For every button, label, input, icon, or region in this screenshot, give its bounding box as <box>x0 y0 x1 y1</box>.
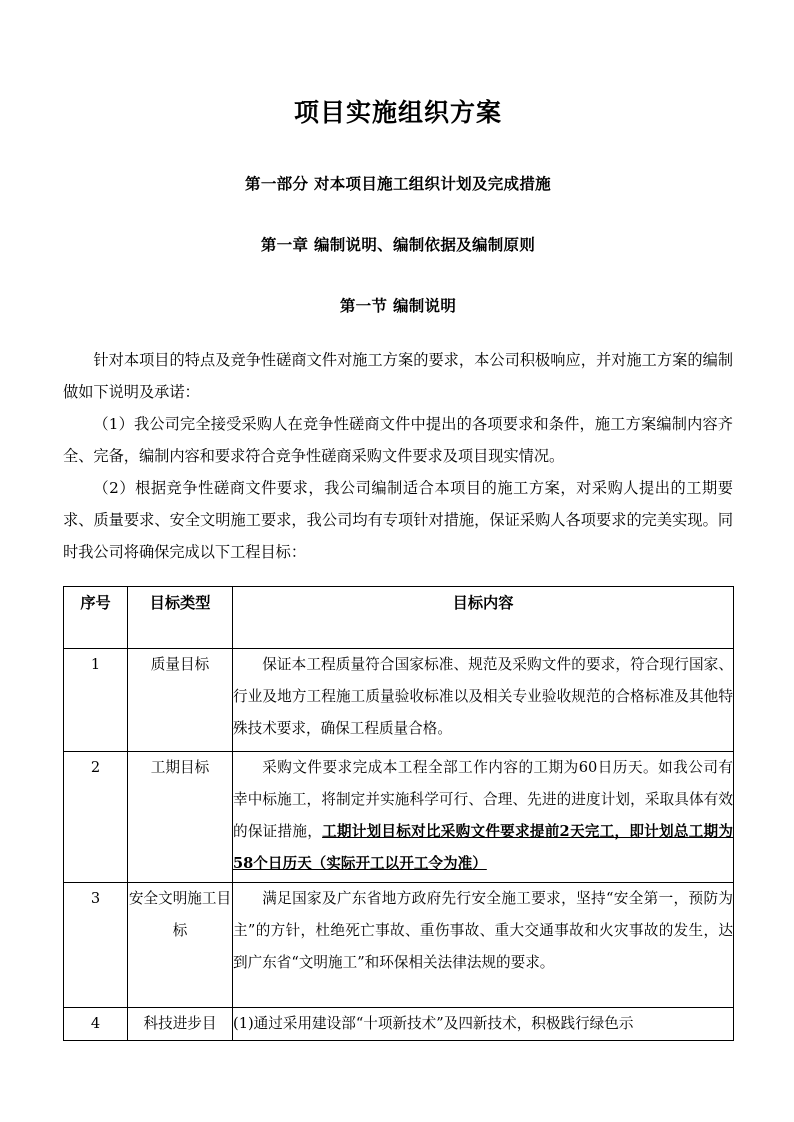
body-paragraph-3: （2）根据竞争性磋商文件要求，我公司编制适合本项目的施工方案，对采购人提出的工期要求、质量要求、安全文明施工要求，我公司均有专项针对措施，保证采购人各项要求的完美实现。同时我公司将确保完成以下工程目标： <box>63 478 733 561</box>
cell-type: 安全文明施工目标 <box>128 882 233 1007</box>
table-header-row <box>64 586 734 648</box>
column-header-content: 目标内容 <box>233 586 734 648</box>
section-heading: 第一节 编制说明 <box>339 295 457 315</box>
body-paragraph-1: 针对本项目的特点及竞争性磋商文件对施工方案的要求，本公司积极响应，并对施工方案的编制做如下说明及承诺： <box>63 350 733 401</box>
column-header-type: 目标类型 <box>128 586 233 648</box>
table-row <box>64 751 734 882</box>
cell-content <box>233 751 734 882</box>
cell-content <box>233 1007 734 1040</box>
page-title: 项目实施组织方案 <box>293 98 502 127</box>
table-row <box>64 1007 734 1040</box>
cell-content <box>233 648 734 751</box>
cell-type: 科技进步目 <box>128 1007 233 1040</box>
goals-table <box>63 586 734 1041</box>
cell-no: 1 <box>64 648 128 751</box>
cell-content-text: 采购文件要求完成本工程全部工作内容的工期为60日历天。如我公司有幸中标施工，将制定并实施科学可行、合理、先进的进度计划，采取具体有效的保证措施， <box>233 758 733 840</box>
cell-type: 工期目标 <box>128 751 233 882</box>
table-row <box>64 648 734 751</box>
cell-no: 3 <box>64 882 128 1007</box>
cell-content-text: 满足国家及广东省地方政府先行安全施工要求，坚持“安全第一，预防为主”的方针，杜绝死亡事故、重伤事故、重大交通事故和火灾事故的发生，达到广东省“文明施工”和环保相关法律法规的要求。 <box>233 889 733 971</box>
table-row <box>64 882 734 1007</box>
cell-type: 质量目标 <box>128 648 233 751</box>
cell-content-text: (1)通过采用建设部“十项新技术”及四新技术，积极践行绿色示 <box>233 1014 634 1032</box>
column-header-no: 序号 <box>64 586 128 648</box>
cell-content-emphasis: 工期计划目标对比采购文件要求提前2天完工，即计划总工期为58个日历天（实际开工以开工令为准） <box>233 822 733 872</box>
cell-content-text: 保证本工程质量符合国家标准、规范及采购文件的要求，符合现行国家、行业及地方工程施工质量验收标准以及相关专业验收规范的合格标准及其他特殊技术要求，确保工程质量合格。 <box>233 655 733 737</box>
cell-content <box>233 882 734 1007</box>
chapter-heading: 第一章 编制说明、编制依据及编制原则 <box>260 234 536 254</box>
part-heading: 第一部分 对本项目施工组织计划及完成措施 <box>245 173 551 193</box>
body-paragraph-2: （1）我公司完全接受采购人在竞争性磋商文件中提出的各项要求和条件，施工方案编制内容齐全、完备，编制内容和要求符合竞争性磋商采购文件要求及项目现实情况。 <box>63 414 733 465</box>
cell-no: 4 <box>64 1007 128 1040</box>
cell-no: 2 <box>64 751 128 882</box>
